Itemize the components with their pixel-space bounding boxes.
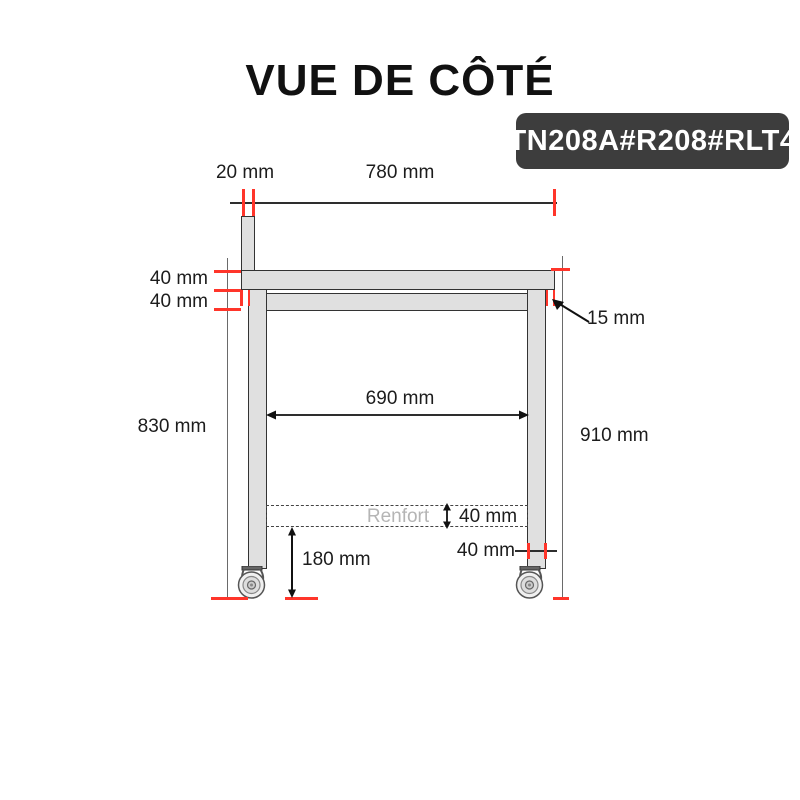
page-title: VUE DE CÔTÉ (245, 56, 555, 105)
tick-top-left-2 (252, 189, 255, 216)
tick-legwidth-2 (544, 543, 547, 559)
tick-corner-right (551, 268, 570, 271)
ground-line-right (553, 597, 569, 600)
right-leg (527, 289, 546, 569)
tick-40mm-2 (214, 289, 241, 292)
dim-leg-width: 40 mm (456, 540, 515, 561)
renfort-height-arrow (440, 503, 454, 529)
left-caster-icon (234, 566, 270, 600)
dim-right-height: 910 mm (580, 425, 649, 446)
dim-bottom-clearance: 180 mm (302, 549, 371, 570)
tick-top-left-1 (242, 189, 245, 216)
dim-inner-clear-width: 690 mm (365, 388, 435, 409)
left-leg (248, 289, 267, 569)
tick-40mm-3 (214, 308, 241, 311)
tick-top-right (553, 189, 556, 216)
dim-top-overhang: 15 mm (587, 308, 646, 329)
leg-width-dimension-line (515, 550, 557, 552)
product-code-badge: TN208A#R208#RLT4 (516, 113, 789, 169)
tick-overhang-1 (546, 290, 549, 306)
right-caster-icon (512, 566, 548, 600)
tick-40mm-1 (214, 270, 241, 273)
top-dimension-line (230, 202, 557, 204)
tick-leg-top-1 (240, 290, 243, 306)
bottom-clearance-arrow (285, 527, 299, 598)
dim-top-length: 780 mm (365, 162, 435, 183)
tick-legwidth-1 (527, 543, 530, 559)
dim-under-rail-thickness: 40 mm (149, 291, 208, 312)
dim-tabletop-thickness: 40 mm (149, 268, 208, 289)
tick-leg-top-2 (248, 290, 251, 306)
upstand (241, 216, 255, 272)
dim-top-edge-offset: 20 mm (215, 162, 275, 183)
ground-line-left (211, 597, 248, 600)
dim-left-height: 830 mm (137, 416, 207, 437)
renfort-label: Renfort (366, 506, 430, 527)
under-rail (266, 293, 528, 311)
dim-renfort-height: 40 mm (459, 506, 518, 527)
tabletop (241, 270, 555, 290)
